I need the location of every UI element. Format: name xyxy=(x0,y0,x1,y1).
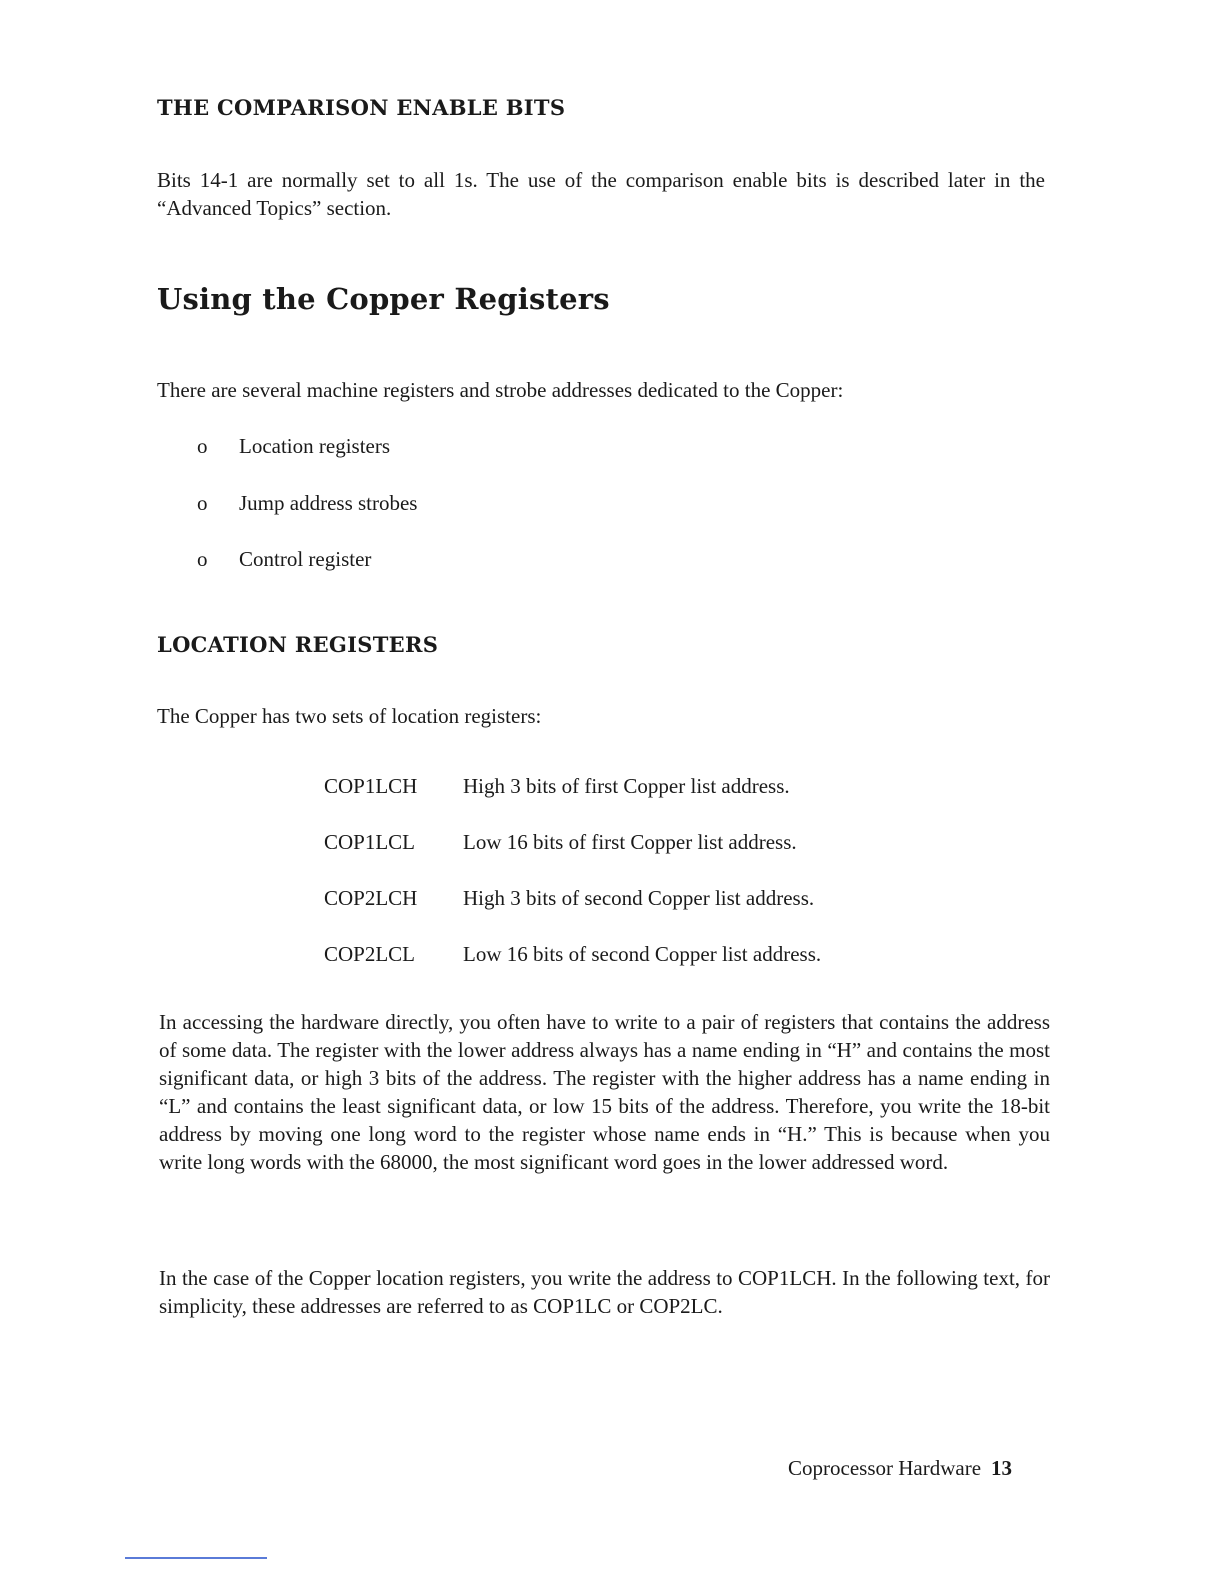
register-name: COP1LCH xyxy=(324,774,418,798)
register-name: COP2LCH xyxy=(324,886,418,910)
table-row xyxy=(324,884,944,912)
location-registers-intro: The Copper has two sets of location registers: xyxy=(157,704,542,728)
register-name: COP1LCL xyxy=(324,830,416,854)
copper-location-paragraph: In the case of the Copper location registers, you write the address to COP1LCH. In the following text, for simplicity, these addresses are referred to as COP1LC or COP2LC. xyxy=(159,1266,1050,1318)
register-types-list xyxy=(157,432,657,582)
list-item-text: Control register xyxy=(239,547,372,571)
location-registers-table xyxy=(324,772,944,972)
table-row xyxy=(324,772,944,800)
location-registers-heading: LOCATION REGISTERS xyxy=(157,632,439,657)
register-description: High 3 bits of second Copper list address. xyxy=(463,886,815,910)
list-item-text: Jump address strobes xyxy=(239,491,418,515)
bullet-mark: o xyxy=(197,547,208,571)
table-row xyxy=(324,828,944,856)
comparison-enable-bits-paragraph: Bits 14-1 are normally set to all 1s. The use of the comparison enable bits is described later in the “Advanced Topics” section. xyxy=(157,168,1045,220)
list-item xyxy=(197,432,597,460)
list-item-text: Location registers xyxy=(239,434,391,458)
list-item xyxy=(197,489,597,517)
register-description: High 3 bits of first Copper list address. xyxy=(463,774,790,798)
register-description: Low 16 bits of second Copper list address. xyxy=(463,942,822,966)
list-item xyxy=(197,545,597,573)
footer-title: Coprocessor Hardware xyxy=(788,1456,982,1480)
register-description: Low 16 bits of first Copper list address. xyxy=(463,830,797,854)
table-row xyxy=(324,940,944,968)
comparison-enable-bits-heading: THE COMPARISON ENABLE BITS xyxy=(157,95,566,120)
using-copper-registers-heading: Using the Copper Registers xyxy=(157,282,610,316)
page-number: 13 xyxy=(991,1456,1013,1480)
bullet-mark: o xyxy=(197,434,208,458)
page-footer xyxy=(788,1456,1012,1481)
bullet-mark: o xyxy=(197,491,208,515)
register-name: COP2LCL xyxy=(324,942,416,966)
copper-registers-intro: There are several machine registers and strobe addresses dedicated to the Copper: xyxy=(157,378,844,402)
register-pairs-paragraph: In accessing the hardware directly, you often have to write to a pair of registers that contains the address of some data. The register with the lower address always has a name ending in “H” and contains the most significant data, or high 3 bits of the address. The register with the higher address has a name ending in “L” and contains the least significant data, or low 15 bits of the address. Therefore, you write the 18-bit address by moving one long word to the register whose name ends in “H.” This is because when you write long words with the 68000, the most significant word goes in the lower addressed word. xyxy=(159,1010,1050,1174)
scan-artifact-line xyxy=(125,1557,267,1559)
